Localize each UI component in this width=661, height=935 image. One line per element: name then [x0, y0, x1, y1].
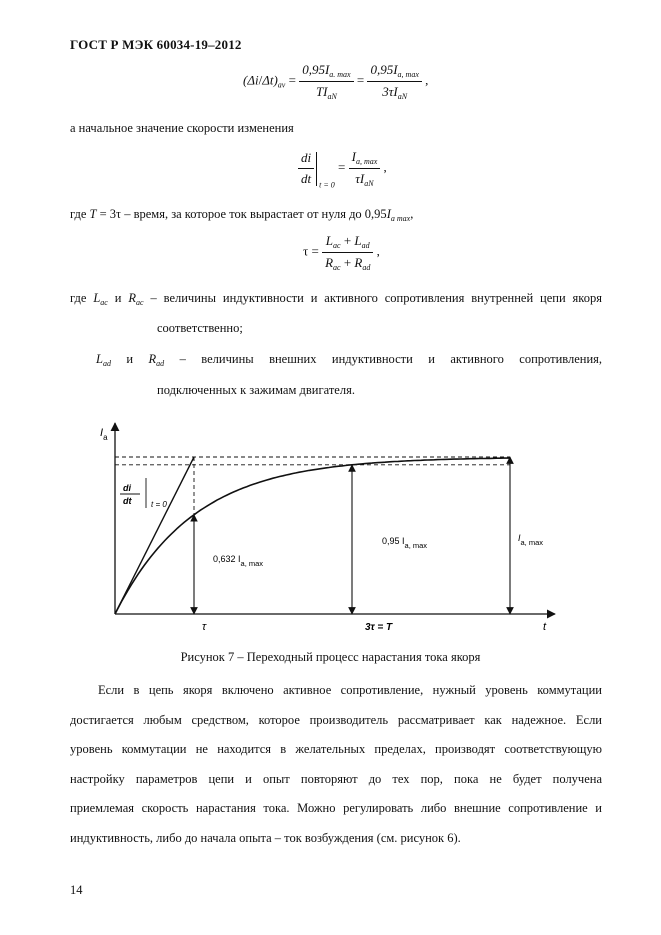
- body-paragraph: [70, 676, 602, 853]
- eq3-d2: R: [354, 255, 363, 270]
- eq1-lhs-open: (Δi: [243, 72, 259, 88]
- eq3-plus1: +: [343, 233, 352, 248]
- slope-num: di: [123, 483, 131, 493]
- eq1-n2: 0,95I: [370, 62, 398, 77]
- dimension-arrows: [194, 457, 510, 614]
- def2-v2: R: [148, 352, 157, 366]
- def2-text: – величины внешних индуктивности и активного сопротивления,: [179, 352, 603, 366]
- eq1-lhs-sub: av: [277, 80, 286, 90]
- slope-den: dt: [123, 496, 132, 506]
- def1-text: – величины индуктивности и активного сопротивления внутренней цепи якоря: [150, 291, 602, 305]
- where-t-text: – время, за которое ток вырастает от нуля до 0,95: [124, 207, 387, 221]
- x-tick-3tau: 3τ = T: [365, 622, 393, 633]
- eq3-n1: L: [325, 233, 334, 248]
- eq1-n1: 0,95I: [302, 62, 330, 77]
- eq1-lhs-slash: /: [258, 72, 263, 88]
- label-095: 0,95 $I_{a, max}$: [382, 536, 428, 550]
- eq1-d1: TI: [315, 84, 328, 99]
- equation-average-rate: $(\Delta i/\Delta t)_{av}$ = $\frac{0,95I_{a. max}}{TI_{aN}}$ = $\frac{0,95I_{a, max}}{3\tau I_{aN}}$ ,: [243, 62, 429, 101]
- eq2-n-sub: a, max: [355, 157, 378, 166]
- eq3-n2-sub: ad: [361, 241, 370, 250]
- where-t-var: T: [89, 207, 97, 221]
- def1-v1-sub: ac: [100, 298, 108, 307]
- eq1-lhs-mid: Δt): [262, 72, 278, 88]
- eq2-eval: t = 0: [319, 180, 335, 190]
- eq1-d1-sub: aN: [327, 92, 337, 101]
- eq2-d: τI: [355, 171, 365, 186]
- where-t-ivar: I: [386, 207, 391, 221]
- def1-v2-sub: ac: [136, 298, 144, 307]
- eq3-d2-sub: ad: [362, 263, 371, 272]
- eq1-d2: 3τI: [382, 84, 398, 99]
- eq2-num: di: [298, 150, 314, 169]
- eq2-den: dt: [301, 171, 312, 186]
- slope-label: [120, 478, 167, 509]
- eq1-tail: ,: [425, 72, 429, 88]
- where-t-eq: = 3τ: [99, 207, 122, 221]
- slope-eval: t = 0: [151, 500, 167, 509]
- eq1-d2-sub: aN: [397, 92, 408, 101]
- eq3-lhs: τ =: [303, 243, 319, 259]
- para-line-5: приемлемая скорость нарастания тока. Можно регулировать либо внешние сопротивление и: [70, 801, 602, 815]
- where-t-tail: ,: [410, 207, 414, 221]
- document-header: ГОСТ Р МЭК 60034-19–2012: [70, 37, 242, 52]
- where-t-pre: где: [70, 207, 87, 221]
- eq3-n1-sub: ac: [333, 241, 341, 250]
- equation-initial-rate: $\frac{di}{dt}$ $_{t = 0}$ = $\frac{I_{a, max}}{\tau I_{aN}}$ ,: [298, 149, 387, 189]
- eq3-d1-sub: ac: [333, 263, 341, 272]
- def2-and: и: [126, 352, 134, 366]
- def2-v1-sub: ad: [102, 359, 111, 368]
- x-axis-label: t: [543, 621, 547, 633]
- para-line-4: настройку параметров цепи и опыт повторяют до тех пор, пока не будет получена: [70, 771, 602, 786]
- eq3-d1: R: [325, 255, 334, 270]
- def1-v2: R: [128, 291, 136, 305]
- def1-and: и: [114, 291, 122, 305]
- page-number: 14: [70, 883, 83, 897]
- y-axis-label: $I_a$: [100, 427, 108, 442]
- eq1-n1-sub: a. max: [329, 70, 351, 79]
- eq2-d-sub: aN: [364, 179, 374, 188]
- reference-lines: [115, 457, 510, 515]
- para-line-1: Если в цепь якоря включено активное сопротивление, нужный уровень коммутации: [98, 683, 602, 697]
- x-tick-tau: τ: [202, 621, 207, 633]
- def1-pre: где: [70, 291, 87, 305]
- eq2-tail: ,: [383, 159, 387, 175]
- def2-cont: подключенных к зажимам двигателя.: [157, 383, 355, 397]
- def1-v1: L: [93, 291, 101, 305]
- label-0632: 0,632 $I_{a, max}$: [213, 554, 264, 568]
- eq2-n: I: [351, 149, 356, 164]
- para-line-3: уровень коммутации не находится в желательных пределах, производят соответствующую: [70, 742, 602, 756]
- line-initial-value: а начальное значение скорости изменения: [70, 121, 294, 135]
- eq3-tail: ,: [376, 243, 380, 259]
- eq3-plus2: +: [343, 255, 352, 270]
- eq3-n2: L: [354, 233, 362, 248]
- para-line-2: достигается любым средством, которое производитель рассматривает как надежное. Если: [70, 712, 602, 727]
- series-initial-tangent: [115, 457, 194, 614]
- def1-cont: соответственно;: [157, 321, 243, 335]
- where-t-isub: a max: [390, 214, 411, 223]
- series-current-curve: [115, 458, 510, 614]
- def2-v2-sub: ad: [156, 359, 165, 368]
- para-line-6: индуктивность, либо до начала опыта – ток возбуждения (см. рисунок 6).: [70, 830, 461, 845]
- label-max: $I_{a, max}$: [518, 533, 544, 547]
- def2-v1: L: [96, 352, 103, 366]
- eq1-n2-sub: a, max: [397, 70, 419, 79]
- figure-caption: Рисунок 7 – Переходный процесс нарастания тока якоря: [180, 650, 481, 664]
